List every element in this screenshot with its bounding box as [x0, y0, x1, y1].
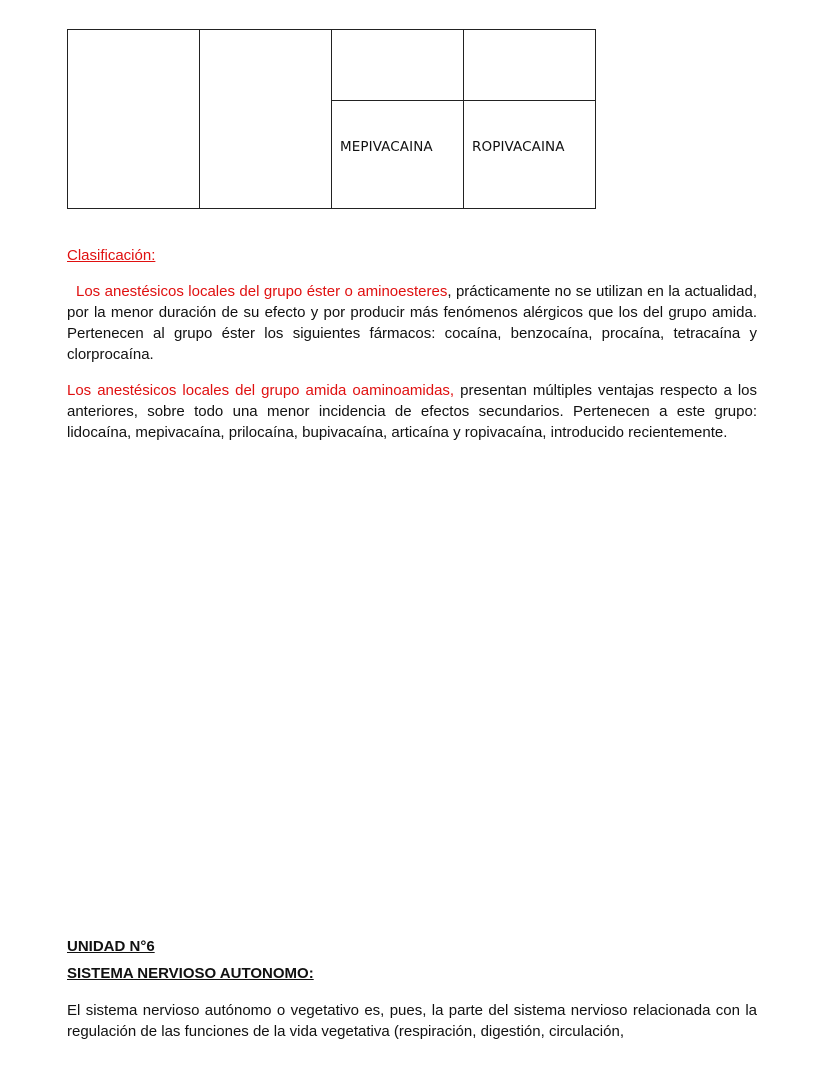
ester-paragraph — [67, 281, 757, 365]
table-column-divider — [199, 30, 200, 208]
unit-number-heading: UNIDAD N°6 — [67, 938, 155, 955]
classification-heading: Clasificación: — [67, 247, 156, 264]
table-column-divider — [463, 30, 464, 208]
amide-text: presentan múltiples ventajas respecto a los anteriores, sobre todo una menor incidencia de efectos secundarios. Pertenecen a este grupo: lidocaína, mepivacaína, prilocaína, bupivacaína, articaína y ropivacaína, introducido recientemente. — [67, 382, 757, 441]
ester-highlight: Los anestésicos locales del grupo éster o aminoesteres — [76, 283, 448, 300]
table-column-divider — [331, 30, 332, 208]
table-cell-ropivacaina: ROPIVACAINA — [472, 139, 565, 155]
ester-text: , prácticamente no se utilizan en la actualidad, por la menor duración de su efecto y por producir más fenómenos alérgicos que los del grupo amida. Pertenecen al grupo éster los siguientes fármacos: cocaína, benzocaína, procaína, tetracaína y clorprocaína. — [67, 283, 757, 363]
table-row-divider — [331, 100, 595, 101]
amide-highlight: Los anestésicos locales del grupo amida oaminoamidas, — [67, 382, 455, 399]
autonomic-intro-paragraph: El sistema nervioso autónomo o vegetativo es, pues, la parte del sistema nervioso relacionada con la regulación de las funciones de la vida vegetativa (respiración, digestión, circulación, — [67, 1002, 757, 1040]
amide-paragraph — [67, 380, 757, 443]
unit-title-heading: SISTEMA NERVIOSO AUTONOMO: — [67, 965, 314, 982]
anesthetics-table — [67, 29, 596, 209]
table-cell-mepivacaina: MEPIVACAINA — [340, 139, 433, 155]
